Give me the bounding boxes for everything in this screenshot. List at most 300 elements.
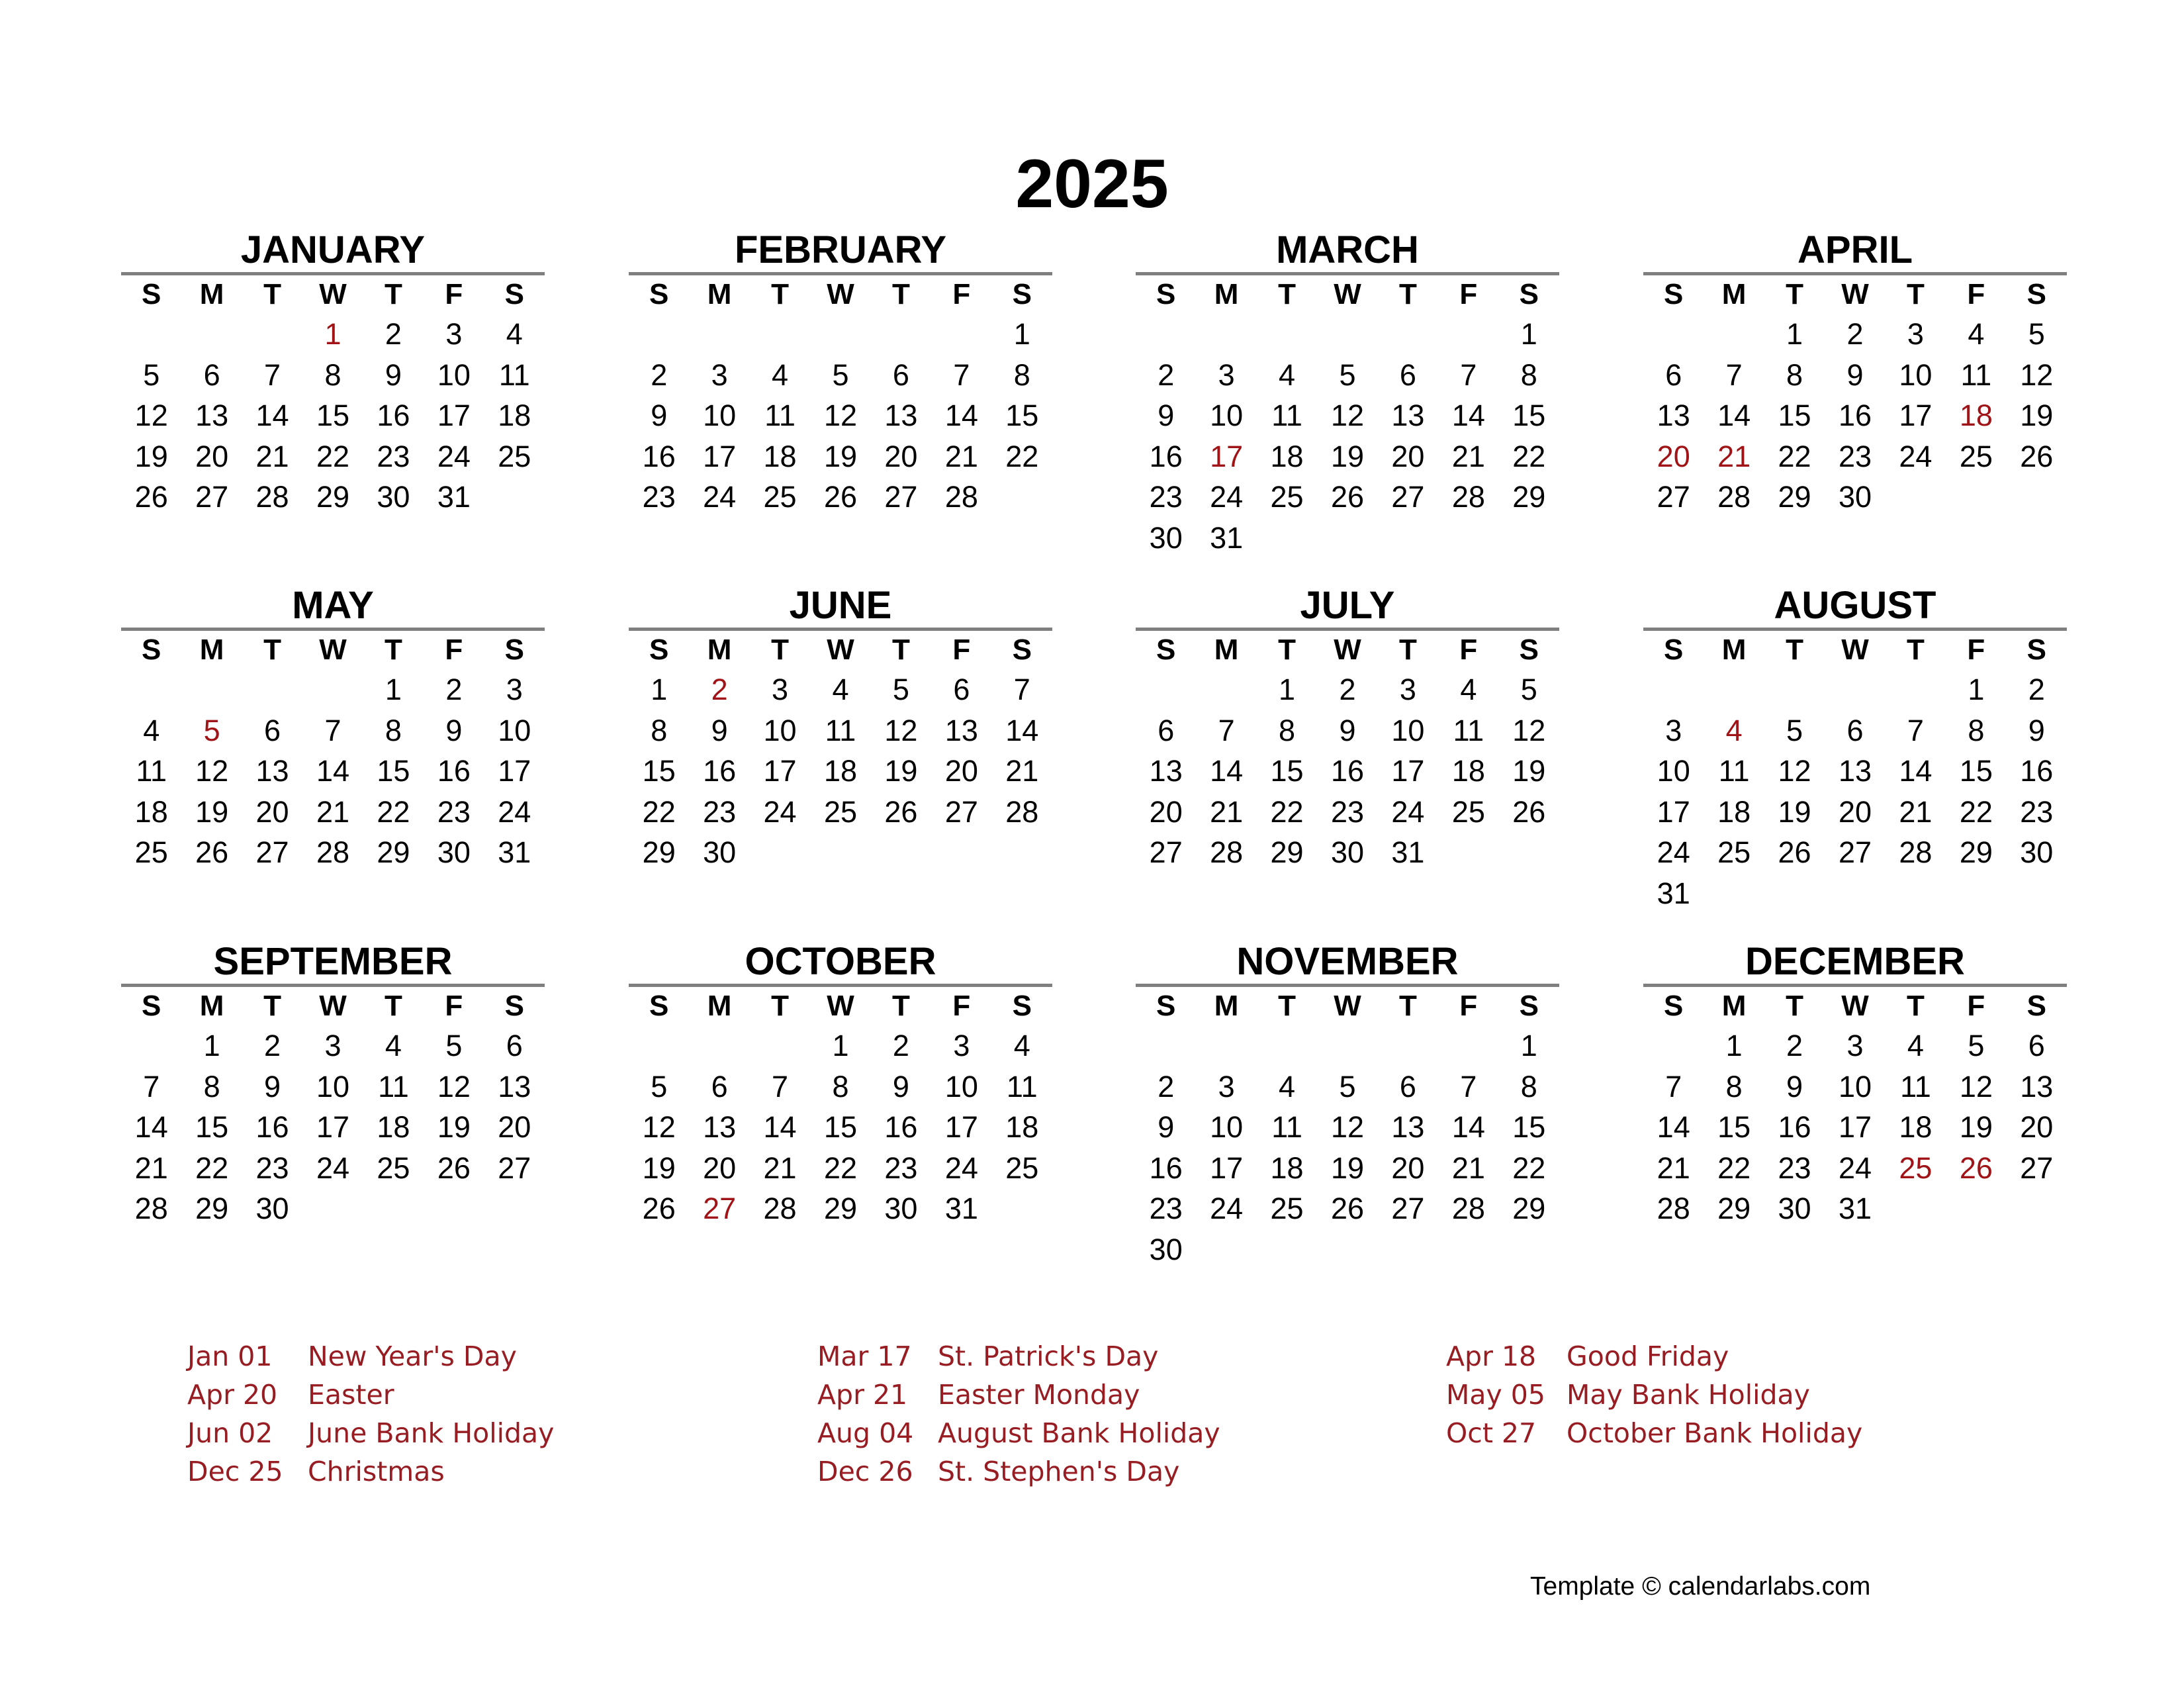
day-cell: 31 xyxy=(944,1192,978,1225)
empty-day-cell xyxy=(181,314,242,355)
week-row xyxy=(121,1025,545,1066)
weekday-header: S xyxy=(649,633,669,666)
week-row xyxy=(629,751,1052,792)
week-row xyxy=(1136,1025,1559,1066)
empty-day-cell xyxy=(1317,518,1377,559)
day-cell: 10 xyxy=(1210,399,1244,432)
day-cell: 3 xyxy=(1846,1029,1864,1062)
day-cell: 14 xyxy=(1899,754,1933,788)
weekday-header: S xyxy=(1012,633,1032,666)
day-cell: 1 xyxy=(203,1029,220,1062)
day-cell: 22 xyxy=(1717,1150,1751,1185)
day-cell: 7 xyxy=(143,1069,160,1103)
weekday-header: S xyxy=(649,278,669,310)
day-cell: 21 xyxy=(1451,439,1485,473)
holiday-date: Aug 04 xyxy=(817,1417,914,1449)
day-cell: 12 xyxy=(437,1069,471,1103)
day-cell: 23 xyxy=(1778,1150,1811,1185)
day-cell: 11 xyxy=(1271,1110,1302,1144)
empty-day-cell xyxy=(1704,873,1764,914)
empty-day-cell xyxy=(1886,669,1946,710)
empty-day-cell xyxy=(302,669,363,710)
weekday-header: T xyxy=(263,278,281,310)
day-cell: 2 xyxy=(445,673,463,706)
day-cell: 2 xyxy=(1158,1069,1175,1103)
week-row xyxy=(121,832,545,873)
day-cell: 19 xyxy=(1512,754,1546,788)
holiday-name: Easter xyxy=(308,1379,394,1411)
week-row xyxy=(1136,1148,1559,1189)
day-cell: 21 xyxy=(1451,1150,1485,1185)
day-cell: 13 xyxy=(498,1069,531,1103)
day-cell: 4 xyxy=(772,357,789,392)
day-cell: 6 xyxy=(506,1029,523,1062)
weekday-header: T xyxy=(771,633,789,666)
weekday-header: F xyxy=(445,990,463,1022)
empty-day-cell xyxy=(1886,873,1946,914)
day-cell: 21 xyxy=(255,439,289,473)
weekday-header: W xyxy=(1334,278,1361,310)
empty-day-cell xyxy=(1643,669,1704,710)
weekday-header: S xyxy=(1519,990,1539,1022)
day-cell: 18 xyxy=(1270,439,1304,473)
day-cell: 31 xyxy=(1210,520,1244,555)
week-row xyxy=(1136,710,1559,751)
day-cell: 8 xyxy=(1968,713,1985,747)
day-cell: 30 xyxy=(884,1192,918,1225)
day-cell: 10 xyxy=(1210,1110,1244,1144)
weekday-header: T xyxy=(384,990,402,1022)
month-name: MARCH xyxy=(1276,228,1419,271)
empty-day-cell xyxy=(1643,1025,1704,1066)
week-row xyxy=(121,669,545,710)
day-cell: 21 xyxy=(1210,794,1244,829)
day-cell: 15 xyxy=(195,1110,229,1144)
day-cell: 4 xyxy=(1907,1029,1924,1062)
empty-day-cell xyxy=(931,832,991,873)
day-cell: 2 xyxy=(385,317,402,351)
weekday-header: F xyxy=(1967,278,1985,310)
day-cell: 30 xyxy=(703,835,737,869)
day-cell: 30 xyxy=(437,835,471,869)
day-cell: 26 xyxy=(1330,480,1365,514)
week-row xyxy=(629,436,1052,477)
weekday-header: W xyxy=(1334,633,1361,666)
day-cell: 19 xyxy=(1330,1150,1365,1185)
empty-day-cell xyxy=(1946,1188,2006,1229)
year-title: 2025 xyxy=(1015,146,1169,222)
day-cell: 7 xyxy=(772,1069,789,1103)
holiday-date: Dec 25 xyxy=(187,1456,283,1487)
weekday-header: M xyxy=(1214,990,1239,1022)
month-april xyxy=(1643,228,2067,518)
day-cell: 15 xyxy=(1270,754,1304,788)
day-cell: 11 xyxy=(498,357,530,392)
day-cell: 2 xyxy=(1846,317,1864,351)
empty-day-cell xyxy=(1378,314,1438,355)
day-cell: 20 xyxy=(1149,794,1183,829)
day-cell: 27 xyxy=(944,794,978,829)
empty-day-cell xyxy=(1825,669,1885,710)
day-cell: 25 xyxy=(498,439,531,473)
empty-day-cell xyxy=(2007,873,2067,914)
day-cell: 15 xyxy=(1959,754,1993,788)
day-cell: 29 xyxy=(1270,835,1304,869)
weekday-header: W xyxy=(827,278,854,310)
day-cell: 1 xyxy=(1279,673,1296,706)
weekday-header: W xyxy=(319,278,347,310)
empty-day-cell xyxy=(121,669,181,710)
day-cell: 25 xyxy=(1717,835,1751,869)
weekday-header-row xyxy=(121,275,545,314)
day-cell: 6 xyxy=(1399,357,1416,392)
day-cell: 8 xyxy=(1013,357,1030,392)
empty-day-cell xyxy=(363,1188,424,1229)
day-cell: 20 xyxy=(1391,439,1425,473)
day-cell: 12 xyxy=(884,713,918,747)
day-cell: 20 xyxy=(1657,439,1690,473)
day-cell: 27 xyxy=(498,1150,531,1185)
month-december xyxy=(1643,940,2067,1229)
day-cell: 14 xyxy=(763,1110,797,1144)
empty-day-cell xyxy=(121,1025,181,1066)
day-cell: 5 xyxy=(1968,1029,1985,1062)
day-cell: 25 xyxy=(1005,1150,1039,1185)
day-cell: 9 xyxy=(892,1069,909,1103)
empty-day-cell xyxy=(1438,314,1498,355)
week-row xyxy=(1136,477,1559,518)
day-cell: 1 xyxy=(1520,1029,1537,1062)
weekday-header: M xyxy=(199,633,224,666)
weekday-header: F xyxy=(952,633,971,666)
day-cell: 9 xyxy=(445,713,463,747)
day-cell: 7 xyxy=(324,713,341,747)
day-cell: 1 xyxy=(832,1029,849,1062)
empty-day-cell xyxy=(1378,518,1438,559)
empty-day-cell xyxy=(1886,1188,1946,1229)
day-cell: 8 xyxy=(1279,713,1296,747)
holiday-date: Apr 20 xyxy=(187,1379,278,1411)
weekday-header: S xyxy=(504,278,524,310)
month-name: OCTOBER xyxy=(745,940,936,983)
weekday-header: T xyxy=(1398,278,1417,310)
week-row xyxy=(1643,792,2067,833)
empty-day-cell xyxy=(484,1188,545,1229)
day-cell: 11 xyxy=(136,754,167,788)
day-cell: 10 xyxy=(763,713,797,747)
month-july xyxy=(1136,584,1559,873)
day-cell: 29 xyxy=(823,1192,858,1225)
day-cell: 1 xyxy=(1725,1029,1743,1062)
day-cell: 3 xyxy=(324,1029,341,1062)
weekday-header: W xyxy=(1334,990,1361,1022)
day-cell: 23 xyxy=(377,439,410,473)
empty-day-cell xyxy=(1317,1229,1377,1270)
empty-day-cell xyxy=(424,1188,484,1229)
day-cell: 26 xyxy=(1512,794,1546,829)
empty-day-cell xyxy=(1499,518,1559,559)
day-cell: 14 xyxy=(1451,399,1485,432)
month-name: JANUARY xyxy=(240,228,426,271)
empty-day-cell xyxy=(810,314,870,355)
day-cell: 9 xyxy=(1158,1110,1175,1144)
empty-day-cell xyxy=(1257,1025,1317,1066)
weekday-header: S xyxy=(2026,633,2046,666)
day-cell: 20 xyxy=(2020,1110,2054,1144)
day-cell: 16 xyxy=(2020,754,2054,788)
day-cell: 13 xyxy=(703,1110,737,1144)
weekday-header: T xyxy=(1398,990,1417,1022)
day-cell: 28 xyxy=(944,480,978,514)
day-cell: 15 xyxy=(823,1110,858,1144)
week-row xyxy=(121,1107,545,1148)
empty-day-cell xyxy=(1704,669,1764,710)
day-cell: 18 xyxy=(1270,1150,1304,1185)
day-cell: 30 xyxy=(2020,835,2054,869)
day-cell: 27 xyxy=(1657,480,1690,514)
day-cell: 4 xyxy=(832,673,849,706)
empty-day-cell xyxy=(1643,314,1704,355)
week-row xyxy=(1643,751,2067,792)
day-cell: 1 xyxy=(1013,317,1030,351)
day-cell: 26 xyxy=(642,1192,676,1225)
day-cell: 4 xyxy=(385,1029,402,1062)
day-cell: 23 xyxy=(884,1150,918,1185)
day-cell: 6 xyxy=(711,1069,728,1103)
empty-day-cell xyxy=(302,1188,363,1229)
weekday-header-row xyxy=(121,987,545,1025)
day-cell: 10 xyxy=(1899,357,1933,392)
weekday-header: S xyxy=(1012,990,1032,1022)
day-cell: 29 xyxy=(377,835,410,869)
weekday-header: S xyxy=(142,278,161,310)
day-cell: 22 xyxy=(1270,794,1304,829)
day-cell: 20 xyxy=(498,1110,531,1144)
day-cell: 11 xyxy=(1006,1069,1038,1103)
day-cell: 7 xyxy=(264,357,281,392)
month-name: SEPTEMBER xyxy=(213,940,453,983)
day-cell: 2 xyxy=(2028,673,2045,706)
day-cell: 29 xyxy=(1512,480,1546,514)
day-cell: 6 xyxy=(1399,1069,1416,1103)
weekday-header: M xyxy=(1214,278,1239,310)
week-row xyxy=(629,1148,1052,1189)
week-row xyxy=(1643,1066,2067,1107)
day-cell: 18 xyxy=(1959,399,1993,432)
day-cell: 20 xyxy=(195,439,229,473)
empty-day-cell xyxy=(1196,314,1256,355)
day-cell: 1 xyxy=(1520,317,1537,351)
day-cell: 8 xyxy=(324,357,341,392)
week-row xyxy=(1643,1025,2067,1066)
holiday-name: St. Patrick's Day xyxy=(938,1340,1159,1372)
weekday-header: T xyxy=(891,990,910,1022)
day-cell: 1 xyxy=(1968,673,1985,706)
day-cell: 15 xyxy=(1512,399,1546,432)
day-cell: 1 xyxy=(385,673,402,706)
day-cell: 6 xyxy=(203,357,220,392)
day-cell: 25 xyxy=(377,1150,410,1185)
day-cell: 16 xyxy=(1149,439,1183,473)
day-cell: 4 xyxy=(143,713,160,747)
day-cell: 1 xyxy=(1786,317,1803,351)
day-cell: 20 xyxy=(1838,794,1872,829)
day-cell: 14 xyxy=(1717,399,1751,432)
day-cell: 6 xyxy=(1665,357,1682,392)
day-cell: 20 xyxy=(884,439,918,473)
day-cell: 2 xyxy=(892,1029,909,1062)
day-cell: 13 xyxy=(944,713,978,747)
week-row xyxy=(1136,518,1559,559)
day-cell: 30 xyxy=(255,1192,289,1225)
weekday-header-row xyxy=(1643,987,2067,1025)
weekday-header: S xyxy=(504,633,524,666)
day-cell: 26 xyxy=(884,794,918,829)
weekday-header: M xyxy=(1721,990,1747,1022)
day-cell: 17 xyxy=(1838,1110,1872,1144)
day-cell: 2 xyxy=(1786,1029,1803,1062)
weekday-header: F xyxy=(1459,990,1478,1022)
holiday-item xyxy=(817,1414,1413,1452)
day-cell: 21 xyxy=(944,439,978,473)
day-cell: 22 xyxy=(377,794,410,829)
day-cell: 12 xyxy=(1330,1110,1365,1144)
day-cell: 16 xyxy=(255,1110,289,1144)
empty-day-cell xyxy=(1764,669,1825,710)
day-cell: 3 xyxy=(1399,673,1416,706)
day-cell: 23 xyxy=(1149,1192,1183,1225)
weekday-header: S xyxy=(1664,278,1684,310)
day-cell: 26 xyxy=(195,835,229,869)
weekday-header: M xyxy=(1721,278,1747,310)
day-cell: 14 xyxy=(1210,754,1244,788)
weekday-header: S xyxy=(649,990,669,1022)
week-row xyxy=(629,395,1052,436)
day-cell: 14 xyxy=(255,399,289,432)
day-cell: 22 xyxy=(1005,439,1039,473)
day-cell: 18 xyxy=(763,439,797,473)
holiday-item xyxy=(817,1452,1413,1491)
day-cell: 24 xyxy=(1657,835,1690,869)
weekday-header: S xyxy=(504,990,524,1022)
day-cell: 24 xyxy=(1391,794,1425,829)
day-cell: 18 xyxy=(1005,1110,1039,1144)
weekday-header-row xyxy=(121,631,545,669)
month-march xyxy=(1136,228,1559,558)
day-cell: 25 xyxy=(1451,794,1485,829)
weekday-header: F xyxy=(952,278,971,310)
weekday-header: W xyxy=(319,990,347,1022)
empty-day-cell xyxy=(1196,1025,1256,1066)
day-cell: 27 xyxy=(195,480,229,514)
day-cell: 11 xyxy=(825,713,856,747)
day-cell: 17 xyxy=(498,754,531,788)
empty-day-cell xyxy=(1438,1025,1498,1066)
day-cell: 17 xyxy=(1899,399,1933,432)
empty-day-cell xyxy=(1764,873,1825,914)
empty-day-cell xyxy=(242,669,302,710)
weekday-header: S xyxy=(1664,633,1684,666)
month-name: FEBRUARY xyxy=(734,228,947,271)
week-row xyxy=(629,1107,1052,1148)
day-cell: 3 xyxy=(1907,317,1924,351)
empty-day-cell xyxy=(1257,314,1317,355)
weekday-header: W xyxy=(1841,278,1869,310)
day-cell: 23 xyxy=(1149,480,1183,514)
day-cell: 9 xyxy=(1339,713,1356,747)
day-cell: 9 xyxy=(711,713,728,747)
weekday-header: S xyxy=(1156,990,1176,1022)
weekday-header: M xyxy=(707,278,732,310)
day-cell: 3 xyxy=(506,673,523,706)
day-cell: 14 xyxy=(944,399,978,432)
week-row xyxy=(1643,477,2067,518)
day-cell: 11 xyxy=(764,399,796,432)
day-cell: 25 xyxy=(1270,480,1304,514)
weekday-header-row xyxy=(629,631,1052,669)
week-row xyxy=(121,710,545,751)
weekday-header: T xyxy=(891,278,910,310)
day-cell: 22 xyxy=(195,1150,229,1185)
day-cell: 20 xyxy=(255,794,289,829)
empty-day-cell xyxy=(1886,477,1946,518)
day-cell: 22 xyxy=(316,439,350,473)
empty-day-cell xyxy=(1196,1229,1256,1270)
day-cell: 22 xyxy=(1959,794,1993,829)
day-cell: 26 xyxy=(2020,439,2054,473)
weekday-header: S xyxy=(1156,278,1176,310)
week-row xyxy=(629,477,1052,518)
week-row xyxy=(1643,1107,2067,1148)
week-row xyxy=(629,1066,1052,1107)
day-cell: 24 xyxy=(498,794,531,829)
day-cell: 8 xyxy=(1520,357,1537,392)
day-cell: 24 xyxy=(1210,480,1244,514)
day-cell: 15 xyxy=(316,399,350,432)
holiday-item xyxy=(817,1376,1413,1414)
weekday-header-row xyxy=(1136,275,1559,314)
month-name: AUGUST xyxy=(1774,584,1936,627)
day-cell: 4 xyxy=(1725,713,1743,747)
empty-day-cell xyxy=(992,832,1052,873)
weekday-header: T xyxy=(263,990,281,1022)
empty-day-cell xyxy=(1704,314,1764,355)
week-row xyxy=(1136,792,1559,833)
day-cell: 26 xyxy=(1330,1192,1365,1225)
day-cell: 2 xyxy=(651,357,668,392)
day-cell: 7 xyxy=(1013,673,1030,706)
day-cell: 17 xyxy=(703,439,737,473)
holiday-column xyxy=(1446,1337,2042,1452)
week-row xyxy=(1136,355,1559,396)
holiday-date: Apr 21 xyxy=(817,1379,908,1411)
day-cell: 27 xyxy=(2020,1150,2054,1185)
day-cell: 13 xyxy=(1391,1110,1425,1144)
day-cell: 17 xyxy=(437,399,471,432)
day-cell: 24 xyxy=(944,1150,978,1185)
week-row xyxy=(629,355,1052,396)
day-cell: 31 xyxy=(1657,876,1690,910)
weekday-header: T xyxy=(771,990,789,1022)
weekday-header: S xyxy=(1156,633,1176,666)
day-cell: 24 xyxy=(763,794,797,829)
empty-day-cell xyxy=(931,314,991,355)
day-cell: 23 xyxy=(2020,794,2054,829)
weekday-header: T xyxy=(891,633,910,666)
day-cell: 18 xyxy=(498,399,531,432)
day-cell: 29 xyxy=(1512,1192,1546,1225)
day-cell: 11 xyxy=(378,1069,409,1103)
